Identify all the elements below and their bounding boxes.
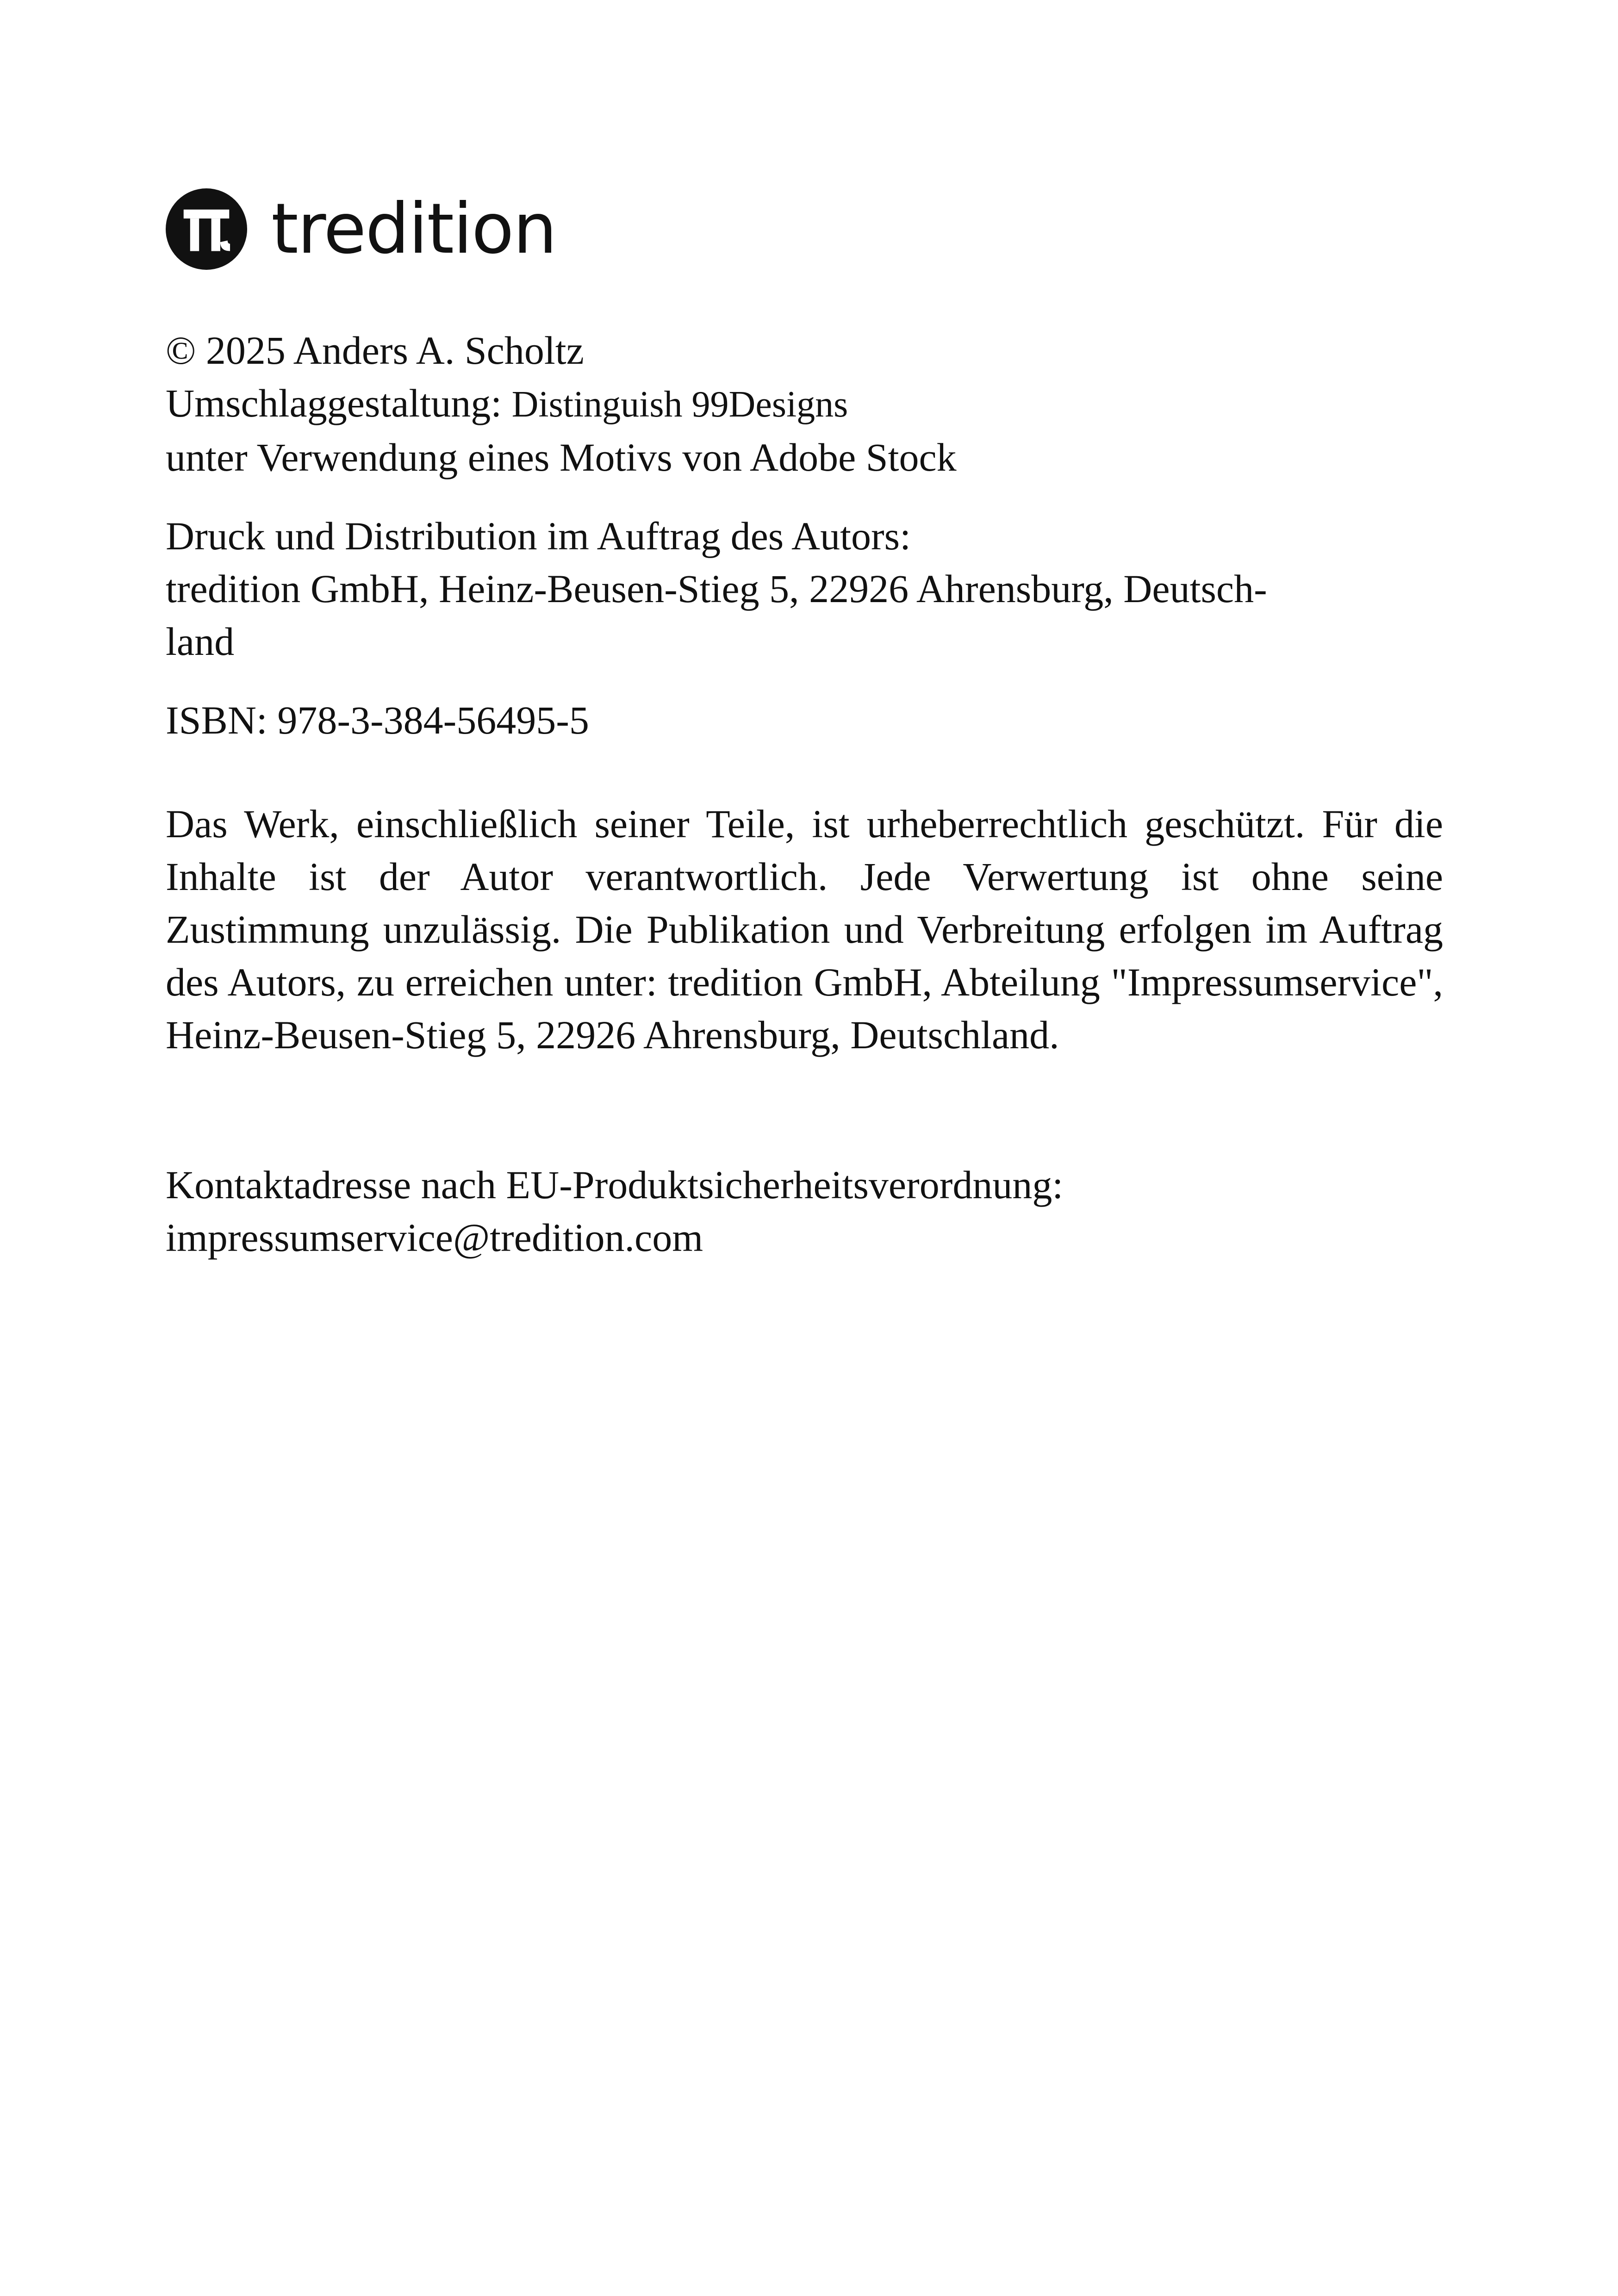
contact-word-1: Kontaktadresse xyxy=(166,1163,411,1207)
contact-word-3: EU-Produktsicherheitsverordnung: xyxy=(506,1163,1064,1207)
distribution-line-3: land xyxy=(166,619,235,664)
contact-email: impressumservice@tredition.com xyxy=(166,1215,703,1260)
distribution-line-2: tredition GmbH, Heinz-Beusen-Stieg 5, 22926 Ahrensburg, Deutsch- xyxy=(166,566,1267,611)
contact-word-2: nach xyxy=(421,1163,496,1207)
copyright-line: © 2025 Anders A. Scholtz xyxy=(166,328,584,373)
publisher-logo xyxy=(166,185,1443,273)
contact-block xyxy=(166,1158,1443,1264)
contact-heading xyxy=(166,1158,1443,1211)
imprint-page xyxy=(166,185,1443,1290)
tredition-logo-icon xyxy=(166,188,247,270)
publisher-wordmark: tredition xyxy=(271,189,556,269)
distribution-block xyxy=(166,510,1443,668)
cover-design-label: Umschlaggestaltung: xyxy=(166,381,502,425)
isbn: ISBN: 978-3-384-56495-5 xyxy=(166,698,589,742)
distribution-line-1: Druck und Distribution im Auftrag des Autors: xyxy=(166,514,911,558)
cover-designer: Distinguish 99Designs xyxy=(511,384,848,425)
cover-design-line xyxy=(166,377,1443,431)
cover-source-line: unter Verwendung eines Motivs von Adobe Stock xyxy=(166,435,957,479)
copyright-block xyxy=(166,324,1443,484)
legal-notice: Das Werk, einschließlich seiner Teile, ist urheberrechtlich geschützt. Für die Inhalte ist der Autor verantwortlich. Jede Verwertung ist ohne seine Zustimmung unzulässig. Die Publikation und Verbreitung erfolgen im Auftrag des Autors, zu erreichen unter: tredition GmbH, Abteilung "Impressumservice", Heinz-Beusen-Stieg 5, 22926 Ahrensburg, Deutschland. xyxy=(166,802,1443,1057)
